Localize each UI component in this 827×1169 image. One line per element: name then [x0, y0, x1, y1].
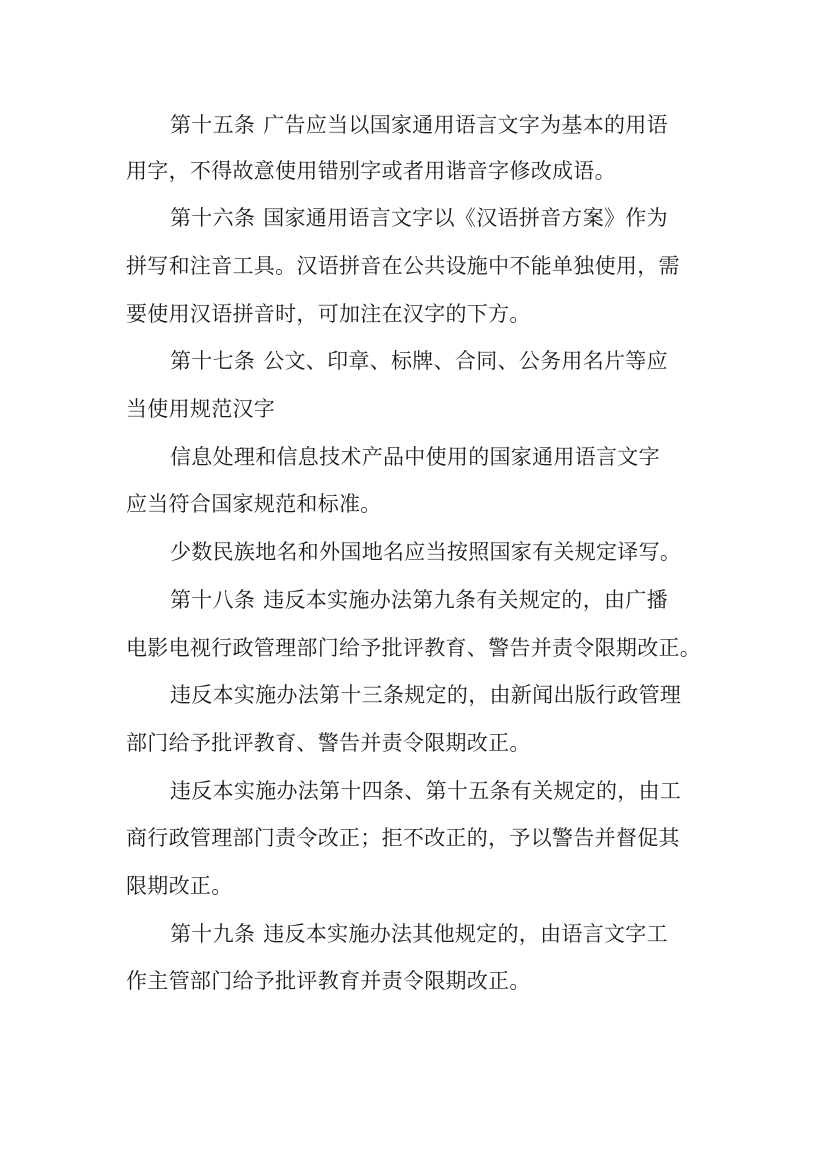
article-18-text: 违反本实施办法第九条有关规定的，由广播 [263, 588, 668, 612]
article-18-p2-line-2: 部门给予批评教育、警告并责令限期改正。 [126, 731, 531, 755]
article-17-p3-line-1: 少数民族地名和外国地名应当按照国家有关规定译写。 [170, 540, 682, 564]
article-18-p3-line-1: 违反本实施办法第十四条、第十五条有关规定的，由工 [170, 779, 682, 803]
article-16-line-2: 拼写和注音工具。汉语拼音在公共设施中不能单独使用，需 [126, 254, 680, 278]
article-16-line-1 [170, 203, 668, 233]
article-18-line-1 [170, 585, 668, 615]
article-15-line-1 [170, 110, 668, 140]
article-19-line-1 [170, 919, 668, 949]
article-18-heading: 第十八条 [170, 588, 256, 612]
article-17-line-1 [170, 346, 668, 376]
article-17-p2-line-2: 应当符合国家规范和标准。 [126, 492, 382, 516]
article-18-line-2: 电影电视行政管理部门给予批评教育、警告并责令限期改正。 [126, 636, 702, 660]
article-19-text: 违反本实施办法其他规定的，由语言文字工 [263, 922, 668, 946]
article-16-line-3: 要使用汉语拼音时，可加注在汉字的下方。 [126, 302, 531, 326]
article-18-p3-line-3: 限期改正。 [126, 874, 233, 898]
article-19-line-2: 作主管部门给予批评教育并责令限期改正。 [126, 969, 531, 993]
article-16-heading: 第十六条 [170, 206, 256, 230]
article-17-heading: 第十七条 [170, 349, 256, 373]
article-18-p2-line-1: 违反本实施办法第十三条规定的，由新闻出版行政管理 [170, 683, 682, 707]
article-15-text: 广告应当以国家通用语言文字为基本的用语 [263, 113, 668, 137]
article-15-heading: 第十五条 [170, 113, 256, 137]
article-17-line-2: 当使用规范汉字 [126, 397, 276, 421]
article-18-p3-line-2: 商行政管理部门责令改正；拒不改正的，予以警告并督促其 [126, 826, 680, 850]
article-15-line-2: 用字，不得故意使用错别字或者用谐音字修改成语。 [126, 159, 616, 183]
article-17-p2-line-1: 信息处理和信息技术产品中使用的国家通用语言文字 [170, 445, 660, 469]
article-16-text: 国家通用语言文字以《汉语拼音方案》作为 [263, 206, 668, 230]
article-17-text: 公文、印章、标牌、合同、公务用名片等应 [263, 349, 668, 373]
article-19-heading: 第十九条 [170, 922, 256, 946]
